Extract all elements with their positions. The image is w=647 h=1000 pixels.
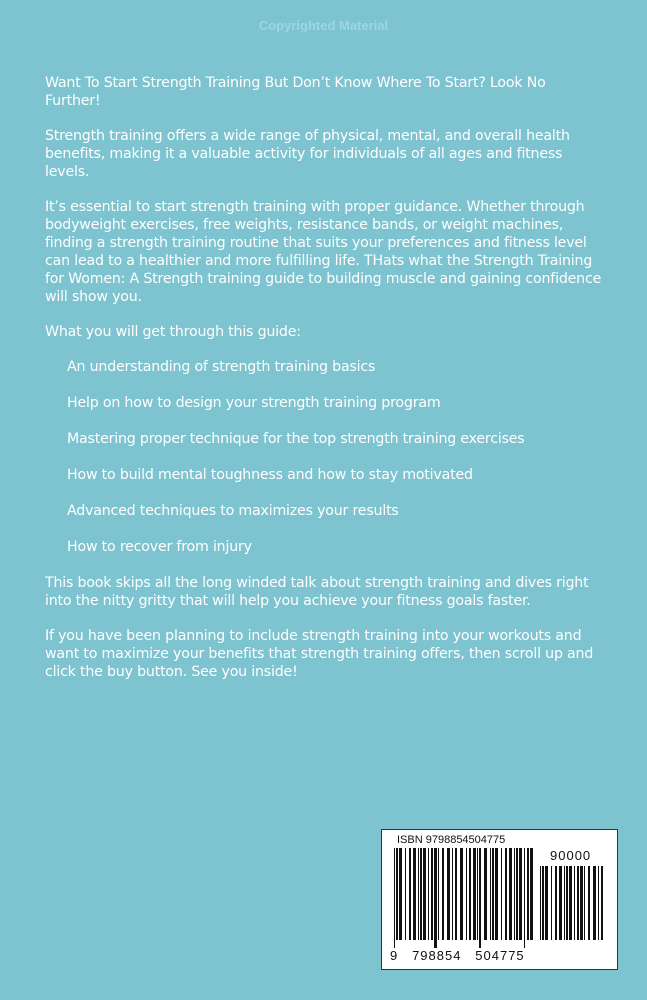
barcode-addon-bars — [540, 866, 606, 948]
list-item: Advanced techniques to maximizes your results — [67, 503, 399, 519]
paragraph-benefits: Strength training offers a wide range of physical, mental, and overall health benefits, making it a valuable activity for individuals of all ages and fitness levels. — [45, 128, 570, 180]
benefit-list — [45, 358, 605, 556]
back-cover-text — [45, 74, 605, 698]
paragraph-guidance: It’s essential to start strength training with proper guidance. Whether through bodyweight exercises, free weights, resistance bands, or weight machines, finding a strength training routine that suits your preferences and fitness level can lead to a healthier and more fulfilling life. THats what the Strength Training for Women: A Strength training guide to building muscle and gaining confidence will show you. — [45, 199, 602, 305]
list-item: How to build mental toughness and how to stay motivated — [67, 467, 473, 483]
list-item: Help on how to design your strength training program — [67, 395, 441, 411]
barcode-bars — [394, 848, 534, 948]
paragraph-call-to-action: If you have been planning to include strength training into your workouts and want to maximize your benefits that strength training offers, then scroll up and click the buy button. See you inside! — [45, 628, 594, 680]
price-code: 90000 — [550, 848, 592, 863]
list-item: Mastering proper technique for the top strength training exercises — [67, 431, 525, 447]
paragraph-skips: This book skips all the long winded talk about strength training and dives right into the nitty gritty that will help you achieve your fitness goals faster. — [45, 575, 589, 609]
list-item: An understanding of strength training basics — [67, 359, 376, 375]
list-item: How to recover from injury — [67, 539, 252, 555]
barcode-digits: 9 798854 504775 — [390, 948, 525, 963]
isbn-label: ISBN 9798854504775 — [397, 834, 506, 846]
isbn-barcode — [381, 829, 618, 970]
copyright-watermark-top: Copyrighted Material — [258, 18, 389, 33]
headline: Want To Start Strength Training But Don’t Know Where To Start? Look No Further! — [45, 75, 546, 109]
list-intro: What you will get through this guide: — [45, 324, 301, 340]
